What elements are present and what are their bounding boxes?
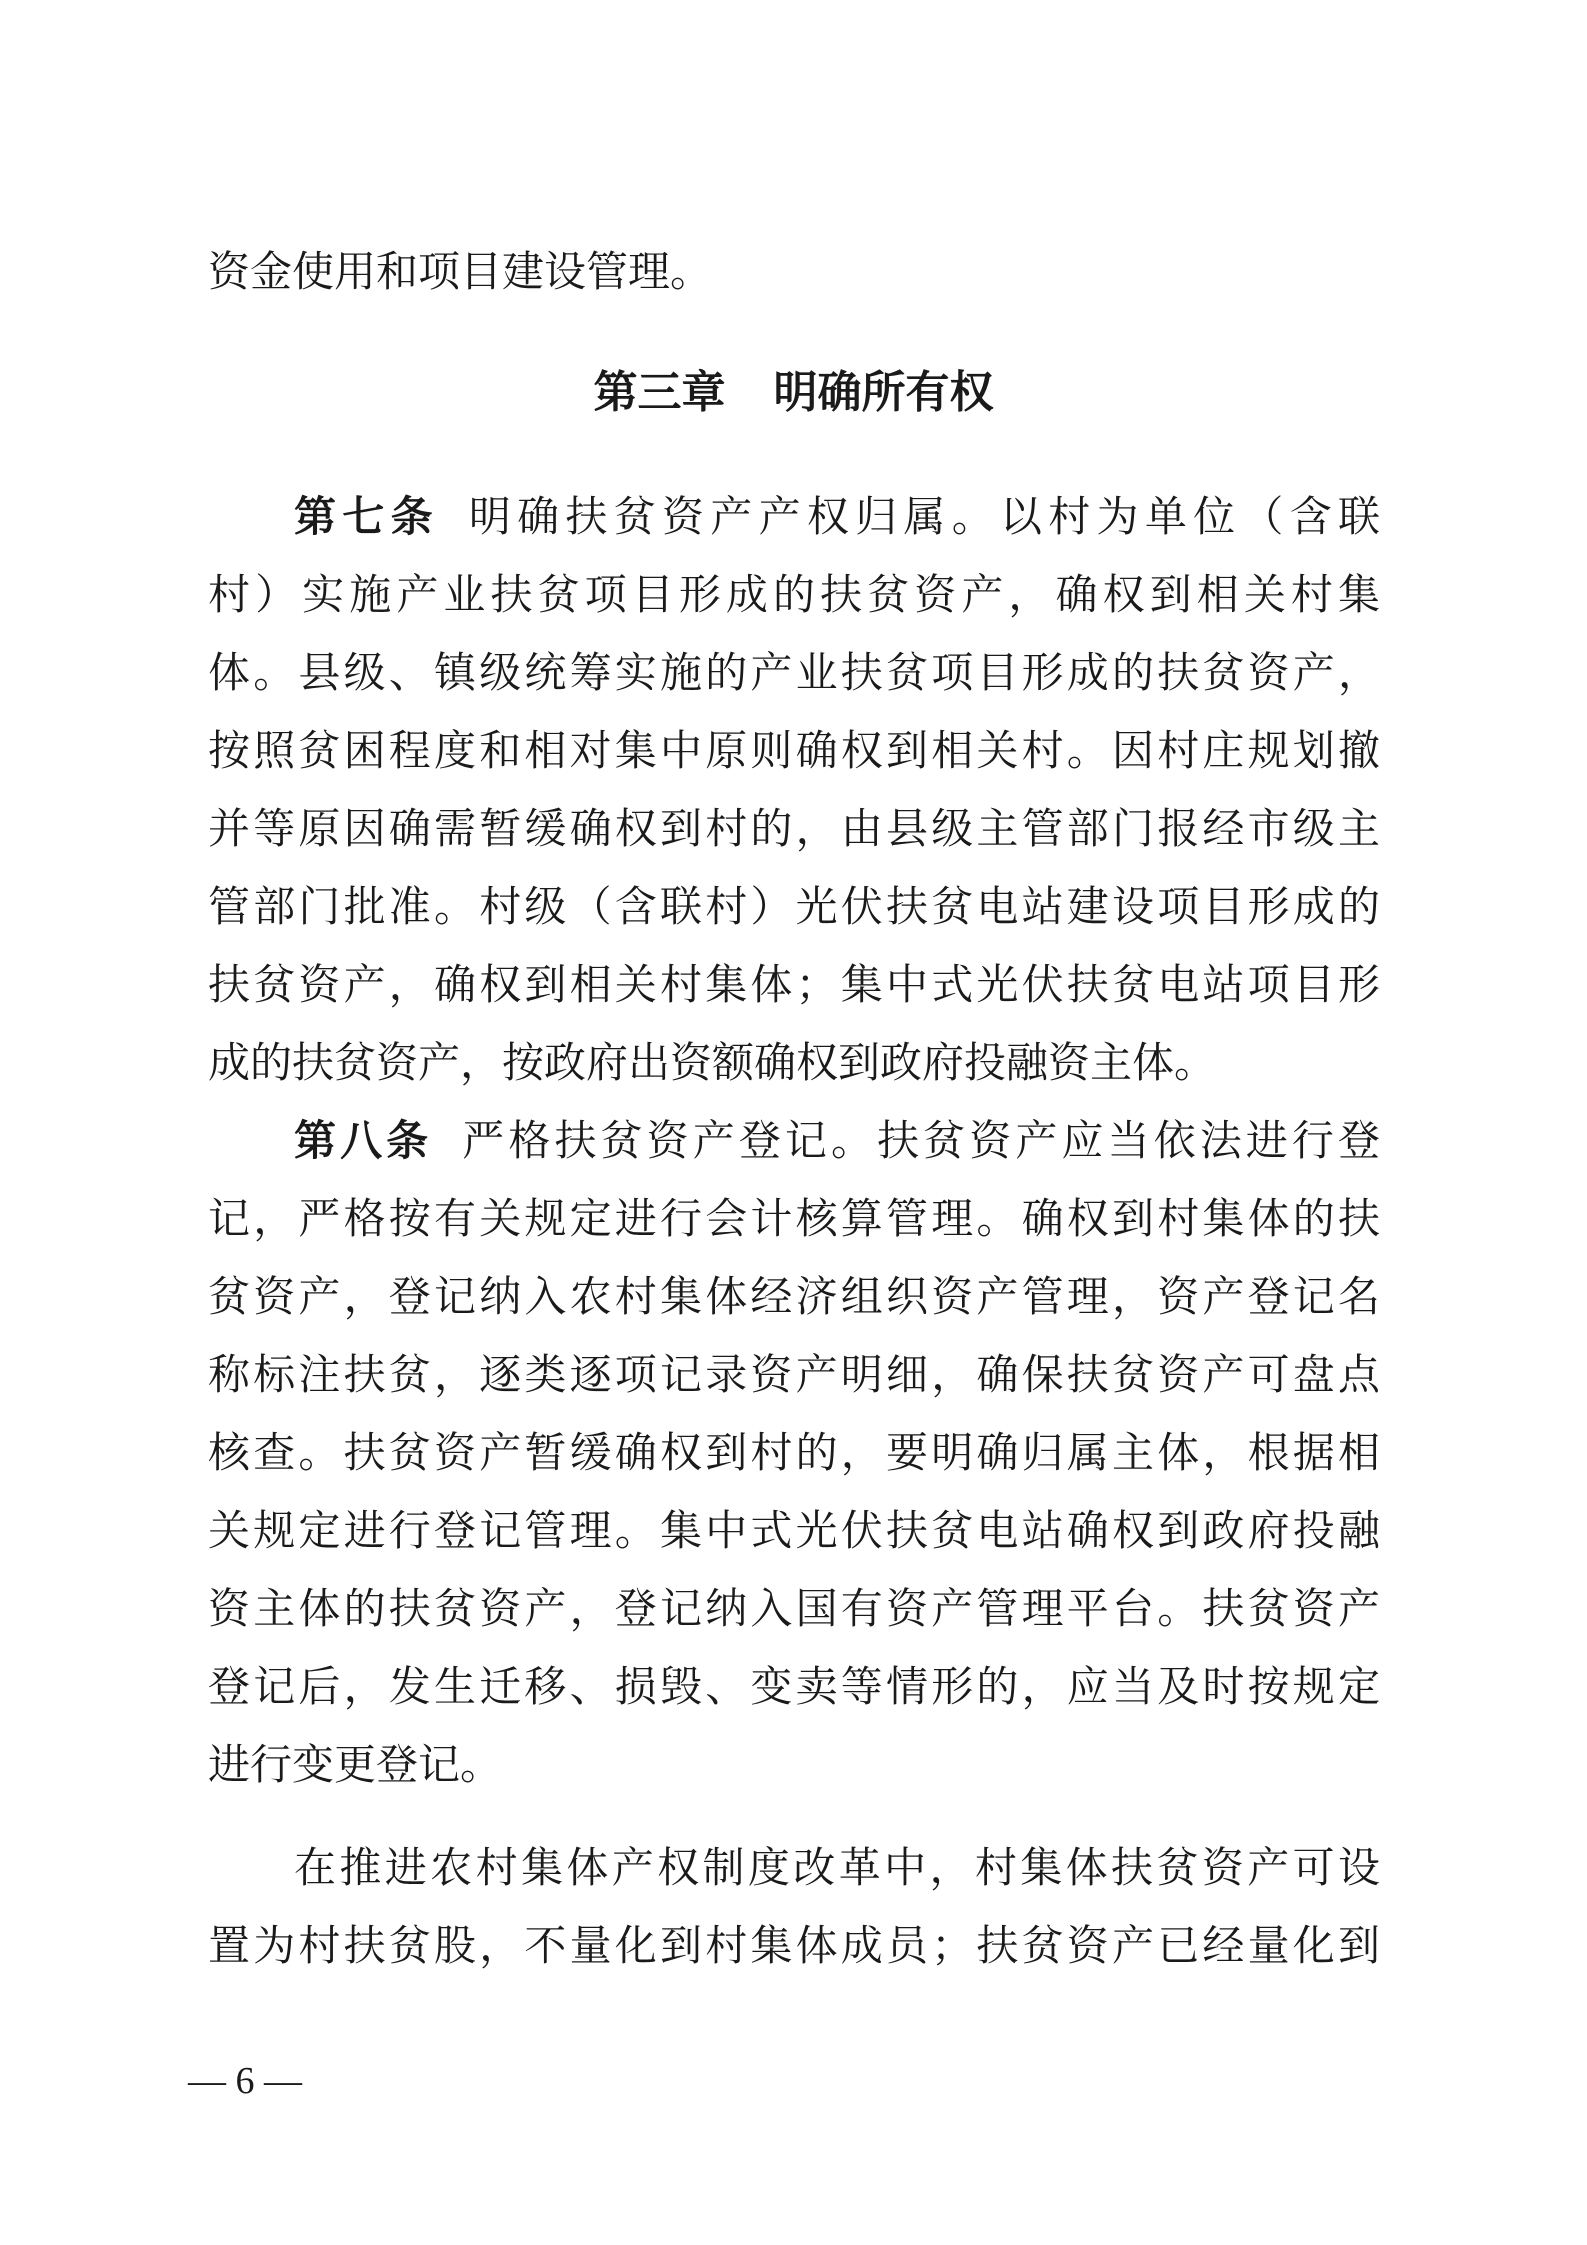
article-7-line: 按照贫困程度和相对集中原则确权到相关村。因村庄规划撤 bbox=[208, 726, 1380, 775]
chapter-number: 第三章 bbox=[593, 367, 726, 418]
chapter-heading bbox=[0, 358, 1587, 428]
paragraph-3-line: 在推进农村集体产权制度改革中，村集体扶贫资产可设 bbox=[294, 1843, 1380, 1892]
lead-paragraph-line: 资金使用和项目建设管理。 bbox=[208, 247, 713, 296]
article-7-first-line bbox=[294, 487, 1380, 547]
article-8-line: 关规定进行登记管理。集中式光伏扶贫电站确权到政府投融 bbox=[208, 1506, 1380, 1555]
article-7-line: 体。县级、镇级统筹实施的产业扶贫项目形成的扶贫资产， bbox=[208, 648, 1380, 697]
article-7-line: 扶贫资产，确权到相关村集体；集中式光伏扶贫电站项目形 bbox=[208, 960, 1380, 1009]
article-8-line: 登记后，发生迁移、损毁、变卖等情形的，应当及时按规定 bbox=[208, 1662, 1380, 1711]
article-8-number: 第八条 bbox=[294, 1116, 433, 1165]
article-7-line: 管部门批准。村级（含联村）光伏扶贫电站建设项目形成的 bbox=[208, 882, 1380, 931]
article-7-number: 第七条 bbox=[294, 492, 439, 541]
paragraph-3-line: 置为村扶贫股，不量化到村集体成员；扶贫资产已经量化到 bbox=[208, 1921, 1380, 1970]
article-8-line: 记，严格按有关规定进行会计核算管理。确权到村集体的扶 bbox=[208, 1194, 1380, 1243]
article-8-line: 贫资产，登记纳入农村集体经济组织资产管理，资产登记名 bbox=[208, 1272, 1380, 1321]
article-8-line: 资主体的扶贫资产，登记纳入国有资产管理平台。扶贫资产 bbox=[208, 1584, 1380, 1633]
article-8-line: 称标注扶贫，逐类逐项记录资产明细，确保扶贫资产可盘点 bbox=[208, 1350, 1380, 1399]
article-7-line: 村）实施产业扶贫项目形成的扶贫资产，确权到相关村集 bbox=[208, 570, 1380, 619]
article-8-line: 核查。扶贫资产暂缓确权到村的，要明确归属主体，根据相 bbox=[208, 1428, 1380, 1477]
article-7-line: 并等原因确需暂缓确权到村的，由县级主管部门报经市级主 bbox=[208, 804, 1380, 853]
article-8-line: 严格扶贫资产登记。扶贫资产应当依法进行登 bbox=[462, 1116, 1380, 1165]
article-8-line: 进行变更登记。 bbox=[208, 1740, 503, 1789]
article-7-line: 成的扶贫资产，按政府出资额确权到政府投融资主体。 bbox=[208, 1038, 1217, 1087]
article-7-line: 明确扶贫资产产权归属。以村为单位（含联 bbox=[468, 492, 1380, 541]
chapter-title: 明确所有权 bbox=[773, 367, 994, 418]
page-number: — 6 — bbox=[188, 2060, 302, 2102]
article-8-first-line bbox=[294, 1111, 1380, 1171]
